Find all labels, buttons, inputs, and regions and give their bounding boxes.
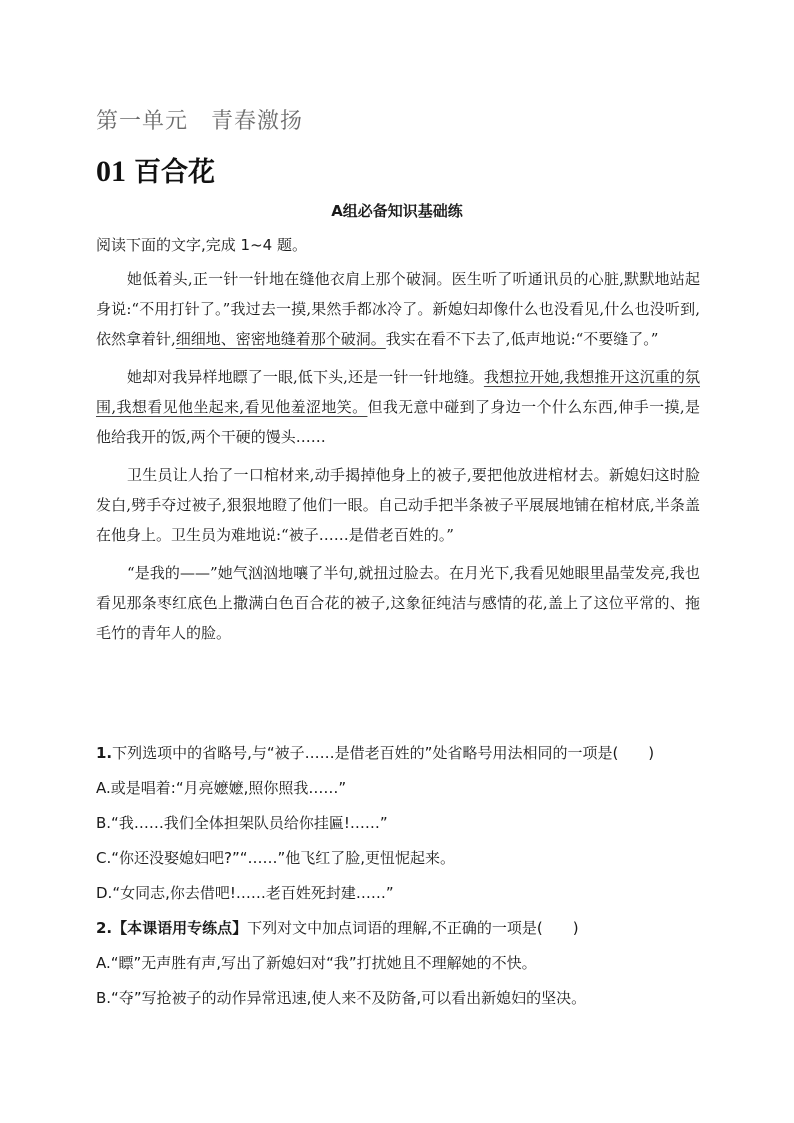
- question-1-option-d: D.“女同志,你去借吧!……老百姓死封建……”: [96, 884, 394, 902]
- passage-paragraph-4: “是我的——”她气汹汹地嚷了半句,就扭过脸去。在月光下,我看见她眼里晶莹发亮,我也看见那条枣红底色上撒满白色百合花的被子,这象征纯洁与感情的花,盖上了这位平常的、拖毛竹的青年人的脸。: [96, 564, 700, 642]
- question-number: 2.: [96, 919, 113, 937]
- question-list: [96, 736, 700, 1016]
- lesson-number: 01: [96, 155, 126, 188]
- question-tag: 【本课语用专练点】: [112, 919, 248, 937]
- reading-instruction: 阅读下面的文字,完成 1~4 题。: [96, 236, 307, 254]
- passage-text: 但我无意中碰到了身边一个什么东西,伸手一摸,是他给我开的饭,两个干硬的馒头……: [96, 398, 700, 446]
- lesson-title: [96, 150, 215, 189]
- passage-paragraph-3: 卫生员让人抬了一口棺材来,动手揭掉他身上的被子,要把他放进棺材去。新媳妇这时脸发白,劈手夺过被子,狠狠地瞪了他们一眼。自己动手把半条被子平展展地铺在棺材底,半条盖在他身上。卫生员为难地说:“被子……是借老百姓的。”: [96, 466, 700, 544]
- question-1-option-a: A.或是唱着:“月亮嬷嬷,照你照我……”: [96, 779, 347, 797]
- question-2-option-b: B.“夺”写抢被子的动作异常迅速,使人来不及防备,可以看出新媳妇的坚决。: [96, 989, 587, 1007]
- lesson-name: 百合花: [134, 157, 215, 188]
- underlined-sentence: 细细地、密密地缝着那个破洞。: [175, 330, 386, 348]
- passage-paragraph-1: [96, 264, 700, 354]
- question-1-option-c: C.“你还没娶媳妇吧?”“……”他飞红了脸,更忸怩起来。: [96, 849, 456, 867]
- question-1-option-b: B.“我……我们全体担架队员给你挂匾!……”: [96, 814, 388, 832]
- question-2-stem: [96, 911, 700, 946]
- section-heading: A组必备知识基础练: [331, 202, 463, 220]
- unit-heading: 第一单元 青春激扬: [96, 109, 304, 134]
- passage-text: 她却对我异样地瞟了一眼,低下头,还是一针一针地缝。: [127, 368, 484, 386]
- question-1-stem: [96, 736, 700, 771]
- question-2-option-a: A.“瞟”无声胜有声,写出了新媳妇对“我”打扰她且不理解她的不快。: [96, 954, 537, 972]
- underlined-sentence: 我想拉开她,我想推开这沉重的氛围,我想看见他坐起来,看见他羞涩地笑。: [96, 368, 700, 416]
- question-text: 下列对文中加点词语的理解,不正确的一项是( ): [247, 919, 579, 937]
- passage-text: 我实在看不下去了,低声地说:“不要缝了。”: [385, 330, 659, 348]
- question-number: 1.: [96, 744, 113, 762]
- reading-passage: [96, 264, 700, 656]
- passage-text: 她低着头,正一针一针地在缝他衣肩上那个破洞。医生听了听通讯员的心脏,默默地站起身说:“不用打针了。”我过去一摸,果然手都冰冷了。新媳妇却像什么也没看见,什么也没听到,依然拿着针,: [96, 270, 700, 348]
- passage-paragraph-2: [96, 362, 700, 452]
- question-text: 下列选项中的省略号,与“被子……是借老百姓的”处省略号用法相同的一项是( ): [112, 744, 655, 762]
